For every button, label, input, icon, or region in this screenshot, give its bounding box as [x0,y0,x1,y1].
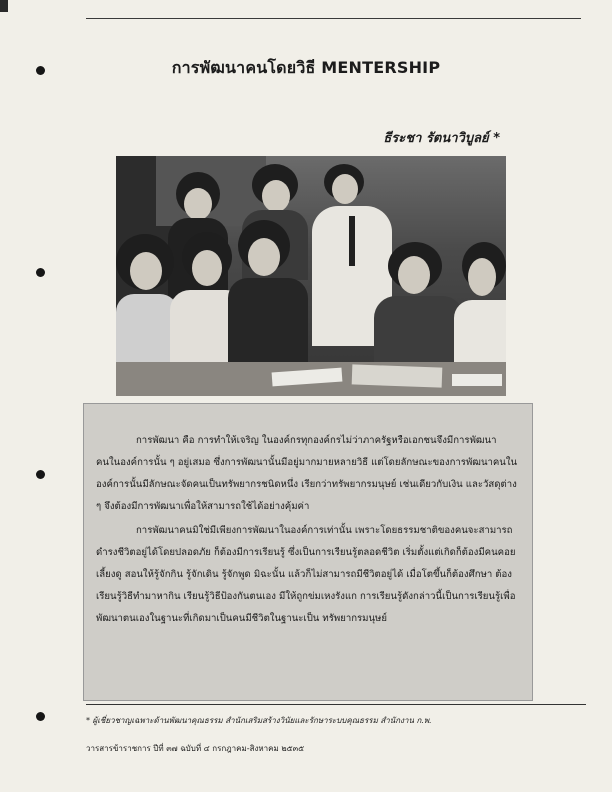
article-title: การพัฒนาคนโดยวิธี MENTERSHIP [171,58,441,77]
binder-hole-4 [36,712,45,721]
group-photo [116,156,506,396]
scan-edge-left [0,0,8,12]
binder-hole-3 [36,470,45,479]
footnote-rule [86,704,586,705]
author-footnote: * ผู้เชี่ยวชาญเฉพาะด้านพัฒนาคุณธรรม สำนักเสริมสร้างวินัยและรักษาระบบคุณธรรม สำนักงาน ก.พ. [86,716,432,725]
abstract-box [83,403,533,701]
abstract-paragraph-2: การพัฒนาคนมิใช่มีเพียงการพัฒนาในองค์การเท่านั้น เพราะโดยธรรมชาติของคนจะสามารถดำรงชีวิตอยู่ได้โดยปลอดภัย ก็ต้องมีการเรียนรู้ ซึ่งเป็นการเรียนรู้ตลอดชีวิต เริ่มตั้งแต่เกิดก็ต้องมีคนคอยเลี้ยงดู สอนให้รู้จักกิน รู้จักเดิน รู้จักพูด มิฉะนั้น แล้วก็ไม่สามารถมีชีวิตอยู่ได้ เมื่อโตขึ้นก็ต้องศึกษา ต้องเรียนรู้วิธีทำมาหากิน เรียนรู้วิธีป้องกันตนเอง มีให้ถูกข่มเหงรังแก การเรียนรู้ดังกล่าวนี้เป็นการเรียนรู้เพื่อพัฒนาตนเองในฐานะที่เกิดมาเป็นคนมีชีวิตในฐานะเป็น ทรัพยากรมนุษย์ [96,525,516,624]
journal-citation: วารสารข้าราชการ ปีที่ ๓๗ ฉบับที่ ๔ กรกฎาคม-สิงหาคม ๒๕๓๕ [86,744,305,753]
article-author: ธีระชา รัตนาวิบูลย์ * [383,131,500,146]
binder-hole-2 [36,268,45,277]
abstract-paragraph-1: การพัฒนา คือ การทำให้เจริญ ในองค์กรทุกองค์กรไม่ว่าภาครัฐหรือเอกชนจึงมีการพัฒนาคนในองค์การนั้น ๆ อยู่เสมอ ซึ่งการพัฒนานั้นมีอยู่มากมายหลายวิธี แต่โดยลักษณะของการพัฒนาคนในองค์การนั้นมีลักษณะจัดคนเป็นทรัพยากรชนิดหนึ่ง เรียกว่าทรัพยากรมนุษย์ เช่นเดียวกับเงิน และวัสดุต่าง ๆ จึงต้องมีการพัฒนาเพื่อให้สามารถใช้ได้อย่างคุ้มค่า [96,435,518,512]
header-rule [86,18,581,19]
